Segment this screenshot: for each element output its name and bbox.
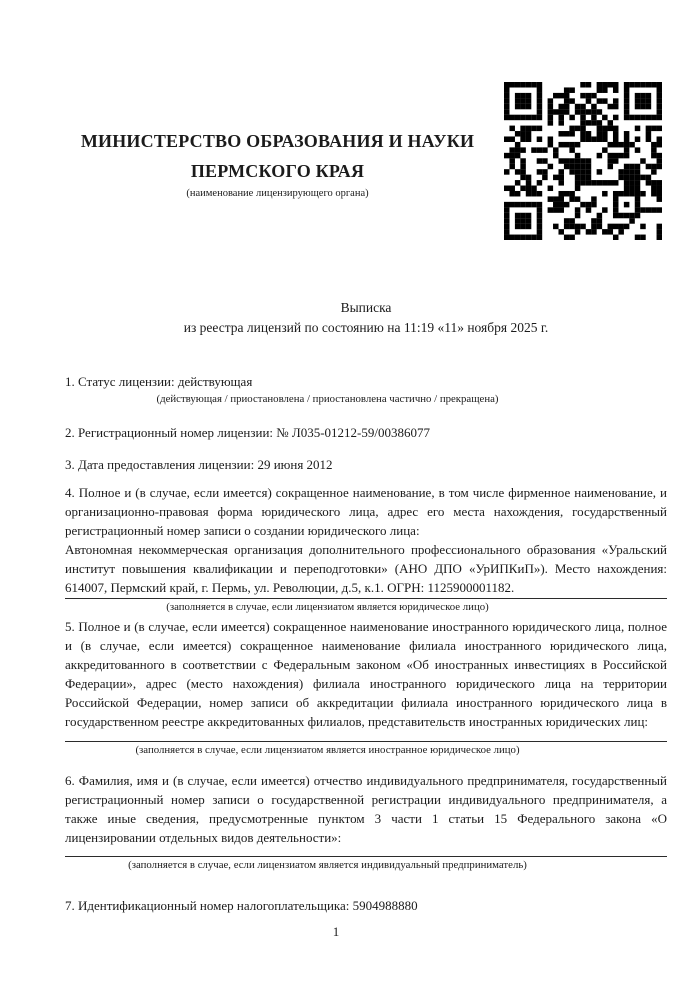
blank-field-line: [65, 856, 667, 857]
legal-entity-answer: Автономная некоммерческая организация дополнительного профессионального образования «Уральский институт повышения квалификации и переподготовки» (АНО ДПО «УрИПКиП»). Место нахождения: 614007, Пермский край, г. Пермь, ул. Революции, д.5, к.1. ОГРН: 1125900001182.: [65, 542, 667, 595]
license-status-options-caption: (действующая / приостановлена / приостановлена частично / прекращена): [156, 393, 499, 405]
document-title-block: [65, 298, 667, 338]
ministry-name-line2: ПЕРМСКОГО КРАЯ: [190, 161, 365, 181]
item-taxpayer-number: [65, 896, 667, 915]
ministry-name-line1: МИНИСТЕРСТВО ОБРАЗОВАНИЯ И НАУКИ: [80, 131, 475, 151]
item-license-status: [65, 372, 667, 406]
license-status-text: 1. Статус лицензии: действующая: [65, 374, 253, 389]
foreign-entity-caption: (заполняется в случае, если лицензиатом является иностранное юридическое лицо): [135, 744, 520, 756]
blank-field-line: [65, 598, 667, 599]
license-grant-date-text: 3. Дата предоставления лицензии: 29 июня 2012: [65, 457, 333, 472]
legal-entity-caption: (заполняется в случае, если лицензиатом является юридическое лицо): [166, 601, 489, 613]
qr-code: [504, 82, 662, 240]
page-number: 1: [332, 924, 340, 939]
item-foreign-entity-info: [65, 617, 667, 757]
document-content: [65, 298, 667, 915]
individual-entrepreneur-caption: (заполняется в случае, если лицензиатом является индивидуальный предприниматель): [128, 859, 527, 871]
item-legal-entity-info: [65, 483, 667, 614]
licensing-authority-header: [65, 126, 490, 202]
foreign-entity-question: 5. Полное и (в случае, если имеется) сокращенное наименование иностранного юридического лица, полное и (в случае, если имеется) сокращенное наименование филиала иностранного юридического лица, аккредитованного в соответствии с Федеральным законом «Об иностранных инвестициях в Российской Федерации», адрес (место нахождения) филиала иностранного юридического лица на территории Российской Федерации, номер записи об аккредитации филиала иностранного юридического лица в государственном реестре аккредитованных филиалов, представительств иностранных юридических лиц:: [65, 619, 667, 729]
item-individual-entrepreneur-info: [65, 771, 667, 872]
items-list: [65, 372, 667, 915]
item-registration-number: [65, 423, 667, 442]
document-subtitle: из реестра лицензий по состоянию на 11:19 «11» ноября 2025 г.: [183, 320, 549, 335]
ministry-name-caption: (наименование лицензирующего органа): [186, 188, 369, 199]
individual-entrepreneur-question: 6. Фамилия, имя и (в случае, если имеется) отчество индивидуального предпринимателя, государственный регистрационный номер записи о государственной регистрации индивидуального предпринимателя, а также иные сведения, предусмотренные пунктом 3 части 1 статьи 15 Федерального закона «О лицензировании отдельных видов деятельности»:: [65, 773, 667, 845]
legal-entity-question: 4. Полное и (в случае, если имеется) сокращенное наименование, в том числе фирменное наименование, и организационно-правовая форма юридического лица, адрес его места нахождения, государственный регистрационный номер записи о создании юридического лица:: [65, 485, 667, 538]
blank-field-line: [65, 741, 667, 742]
registration-number-text: 2. Регистрационный номер лицензии: № Л035-01212-59/00386077: [65, 425, 431, 440]
taxpayer-number-text: 7. Идентификационный номер налогоплательщика: 5904988880: [65, 898, 418, 913]
document-title: Выписка: [340, 300, 392, 315]
item-license-grant-date: [65, 455, 667, 474]
